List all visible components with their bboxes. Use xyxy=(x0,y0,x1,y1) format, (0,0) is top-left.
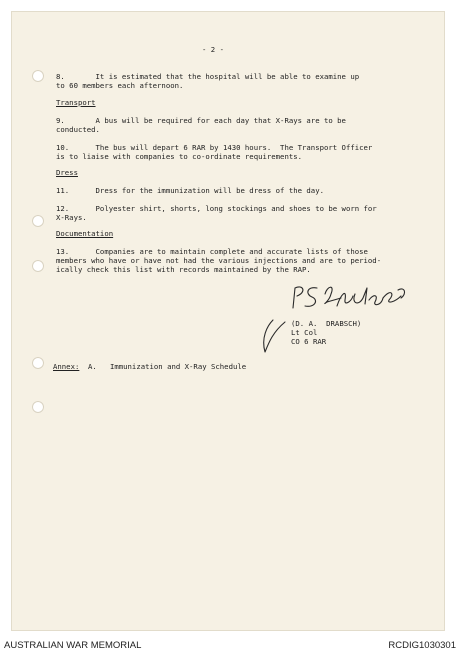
archive-footer xyxy=(0,636,460,653)
heading-dress: Dress xyxy=(56,168,78,177)
annex-label: Annex: xyxy=(53,362,80,371)
heading-documentation: Documentation xyxy=(56,229,114,238)
heading-transport: Transport xyxy=(56,98,96,107)
footer-record-id: RCDIG1030301 xyxy=(388,640,456,651)
paragraph-9-line-1: 9. A bus will be required for each day that X-Rays are to be xyxy=(56,116,346,125)
paragraph-9-line-2: conducted. xyxy=(56,125,100,134)
paragraph-8-line-2: to 60 members each afternoon. xyxy=(56,81,184,90)
signatory-name: (D. A. DRABSCH) xyxy=(291,319,362,328)
punch-hole xyxy=(32,260,44,272)
paragraph-13-line-3: ically check this list with records maintained by the RAP. xyxy=(56,265,311,274)
paragraph-12-line-2: X-Rays. xyxy=(56,213,87,222)
paragraph-10-line-2: is to liaise with companies to co-ordinate requirements. xyxy=(56,152,303,161)
paragraph-10-line-1: 10. The bus will depart 6 RAR by 1430 hours. The Transport Officer xyxy=(56,143,373,152)
punch-hole xyxy=(32,70,44,82)
punch-hole xyxy=(32,215,44,227)
footer-source: AUSTRALIAN WAR MEMORIAL xyxy=(4,640,142,651)
punch-hole xyxy=(32,401,44,413)
signatory-rank: Lt Col xyxy=(291,328,318,337)
paragraph-13-line-1: 13. Companies are to maintain complete and accurate lists of those xyxy=(56,247,368,256)
page-number: - 2 - xyxy=(202,45,224,54)
signatory-appointment: CO 6 RAR xyxy=(291,337,327,346)
paragraph-13-line-2: members who have or have not had the various injections and are to period- xyxy=(56,256,382,265)
annex-text: A. Immunization and X-Ray Schedule xyxy=(88,362,247,371)
paragraph-12-line-1: 12. Polyester shirt, shorts, long stockings and shoes to be worn for xyxy=(56,204,377,213)
punch-hole xyxy=(32,357,44,369)
paragraph-11-line-1: 11. Dress for the immunization will be dress of the day. xyxy=(56,186,324,195)
paragraph-8-line-1: 8. It is estimated that the hospital will be able to examine up xyxy=(56,72,360,81)
